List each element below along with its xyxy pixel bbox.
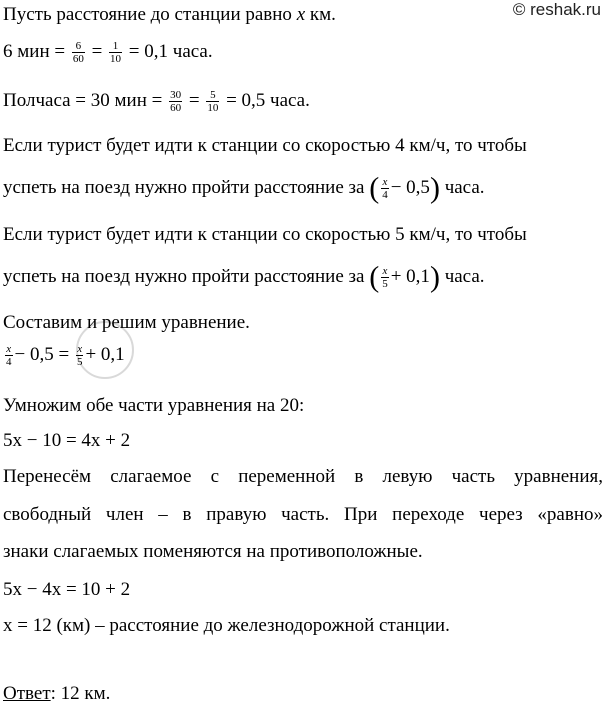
text-line-8: Составим и решим уравнение. [3, 312, 250, 333]
text-line-6: Если турист будет идти к станции со скоростью 5 км/ч, то чтобы [3, 224, 527, 245]
fraction: $\frac{x}{5}$ [382, 265, 388, 291]
text-line-14: знаки слагаемых поменяются на противоположные. [3, 541, 423, 562]
equation-3: 5x − 4x = 10 + 2 [3, 579, 131, 600]
text-line-4: Если турист будет идти к станции со скоростью 4 км/ч, то чтобы [3, 135, 527, 156]
text-line-10: Умножим обе части уравнения на 20: [3, 395, 305, 416]
fraction: $\frac{x}{4}$ [382, 176, 388, 202]
text-line-1: Пусть расстояние до станции равно x км. [3, 4, 336, 25]
fraction: $\frac{x}{4}$ [6, 343, 12, 369]
text-line-3: Полчаса = 30 мин = $\frac{30}{60}$ = $\frac{5}{10}$ = 0,5 часа. [3, 89, 310, 115]
watermark-text: © reshak.ru [512, 0, 601, 19]
text-line-13: свободный член – в правую часть. При переходе через «равно» [3, 504, 603, 525]
equation-2: 5x − 10 = 4x + 2 [3, 430, 131, 451]
fraction: $\frac{x}{5}$ [76, 343, 83, 369]
fraction: $\frac{30}{60}$ [170, 89, 182, 115]
fraction: $\frac{1}{10}$ [110, 40, 122, 66]
text-line-2: 6 мин = $\frac{6}{60}$ = $\frac{1}{10}$ = 0,1 часа. [3, 40, 213, 66]
text-line-5: успеть на поезд нужно пройти расстояние за ( $\frac{x}{4}$ − 0,5) часа. [3, 171, 485, 205]
answer-label: Ответ [3, 683, 51, 704]
fraction: $\frac{5}{10}$ [207, 89, 219, 115]
text-line-7: успеть на поезд нужно пройти расстояние за ( $\frac{x}{5}$ + 0,1) часа. [3, 260, 485, 294]
equation-1: $\frac{x}{4}$ − 0,5 = $\frac{x}{5}$ + 0,1 [6, 343, 125, 369]
text-line-16: x = 12 (км) – расстояние до железнодорожной станции. [3, 615, 450, 636]
text-line-12: Перенесём слагаемое с переменной в левую часть уравнения, [3, 466, 603, 487]
fraction: $\frac{6}{60}$ [72, 40, 84, 66]
answer-line: Ответ: 12 км. [3, 683, 111, 704]
